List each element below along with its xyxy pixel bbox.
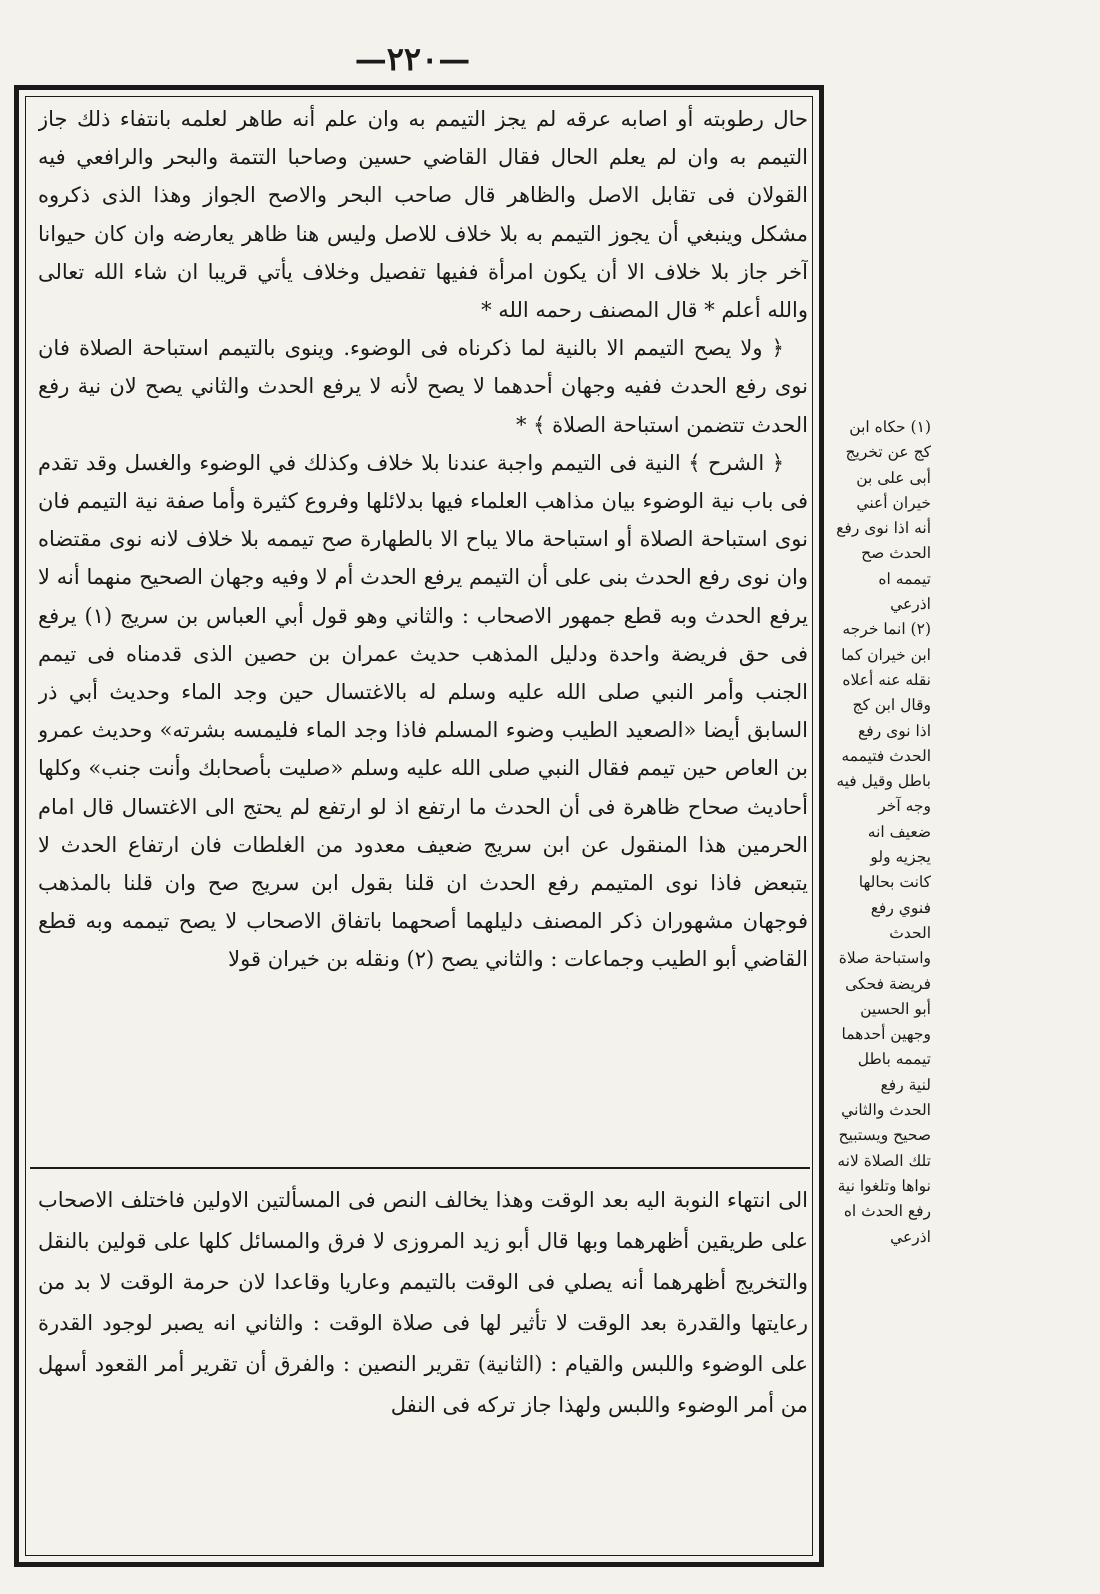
main-paragraph: ﴿ الشرح ﴾ النية فى التيمم واجبة عندنا بلا خلاف وكذلك في الوضوء والغسل وقد تقدم فى باب نية الوضوء بيان مذاهب العلماء فيها بدلائلها وفروع كثيرة وأما صفة نية التيمم فان نوى استباحة الصلاة أو استباحة مالا يباح الا بالطهارة صح تيممه بلا خلاف لانه نوى مقتضاه وان نوى رفع الحدث بنى على أن التيمم يرفع الحدث أم لا وفيه وجهان الصحيح منهما أنه لا يرفع الحدث وبه قطع جمهور الاصحاب : والثاني وهو قول أبي العباس بن سريج (١) يرفع فى حق فريضة واحدة ودليل المذهب حديث عمران بن حصين الذى قدمناه فى تيمم الجنب وأمر النبي صلى الله عليه وسلم له بالاغتسال حين وجد الماء وحديث أبي ذر السابق أيضا «الصعيد الطيب وضوء المسلم فاذا وجد الماء فليمسه بشرته» وحديث عمرو بن العاص حين تيمم فقال النبي صلى الله عليه وسلم «صليت بأصحابك وأنت جنب» وكلها أحاديث صحاح ظاهرة فى أن الحدث ما ارتفع اذ لو ارتفع لم يحتج الى الاغتسال قال امام الحرمين هذا المنقول عن ابن سريج ضعيف معدود من الغلطات فان ارتفاع الحدث لا يتبعض فاذا نوى المتيمم رفع الحدث ان قلنا بقول ابن سريج صح وان قلنا بالمذهب فوجهان مشهوران ذكر المصنف دليلهما أصحهما باتفاق الاصحاب لا يصح تيممه وبه قطع القاضي أبو الطيب وجماعات : والثاني يصح (٢) ونقله بن خيران قولا [38,450,808,972]
footer-text [38,1180,808,1550]
page-number: —٢٢٠— [354,40,471,78]
margin-note: (٢) انما خرجه ابن خيران كما نقله عنه أعلاه وقال ابن كج اذا نوى رفع الحدث فتيممه باطل وقيل فيه وجه آخر ضعيف انه يجزيه ولو كانت بحالها فنوي رفع الحدث واستباحة صلاة فريضة فحكى أبو الحسين وجهين أحدهما تيممه باطل لنية رفع الحدث والثاني صحيح ويستبيح تلك الصلاة لانه نواها وتلغوا نية رفع الحدث اه اذرعي [836,620,931,1246]
main-text [38,100,808,1160]
main-paragraph: ﴿ ولا يصح التيمم الا بالنية لما ذكرناه فى الوضوء. وينوى بالتيمم استباحة الصلاة فان نوى رفع الحدث ففيه وجهان أحدهما لا يصح لأنه لا يرفع الحدث والثاني يصح لان نية رفع الحدث تتضمن استباحة الصلاة ﴾ * [38,336,808,437]
margin-notes [835,415,931,1265]
footnote-divider [30,1167,810,1169]
footer-paragraph: الى انتهاء النوبة اليه بعد الوقت وهذا يخالف النص فى المسألتين الاولين فاختلف الاصحاب على طريقين أظهرهما وبها قال أبو زيد المروزى لا فرق والمسائل كلها على قولين بالنقل والتخريج أظهرهما أنه يصلي فى الوقت بالتيمم وعاريا وقاعدا لان حرمة الوقت لا بد من رعايتها والقدرة بعد الوقت لا تأثير لها فى صلاة الوقت : والثاني انه يصبر لوجود القدرة على الوضوء واللبس والقيام : (الثانية) تقرير النصين : والفرق أن تقرير أمر القعود أسهل من أمر الوضوء واللبس ولهذا جاز تركه فى النفل [38,1188,808,1417]
margin-note: (١) حكاه ابن كج عن تخريج أبى على بن خيران أعني أنه اذا نوى رفع الحدث صح تيممه اه اذرعي [836,418,931,614]
main-paragraph: حال رطوبته أو اصابه عرقه لم يجز التيمم به وان علم أنه طاهر لعلمه بانتفاء ذلك جاز التيمم به وان لم يعلم الحال فقال القاضي حسين وصاحبا التتمة والبحر والرافعي فيه القولان فى تقابل الاصل والظاهر قال صاحب البحر والاصح الجواز وهذا الذى ذكروه مشكل وينبغي أن يجوز التيمم به بلا خلاف للاصل وليس هنا ظاهر يعارضه وان كان حيوانا آخر جاز بلا خلاف الا أن يكون امرأة ففيها تفصيل وخلاف يأتي قريبا ان شاء الله تعالى والله أعلم * قال المصنف رحمه الله * [38,107,808,323]
